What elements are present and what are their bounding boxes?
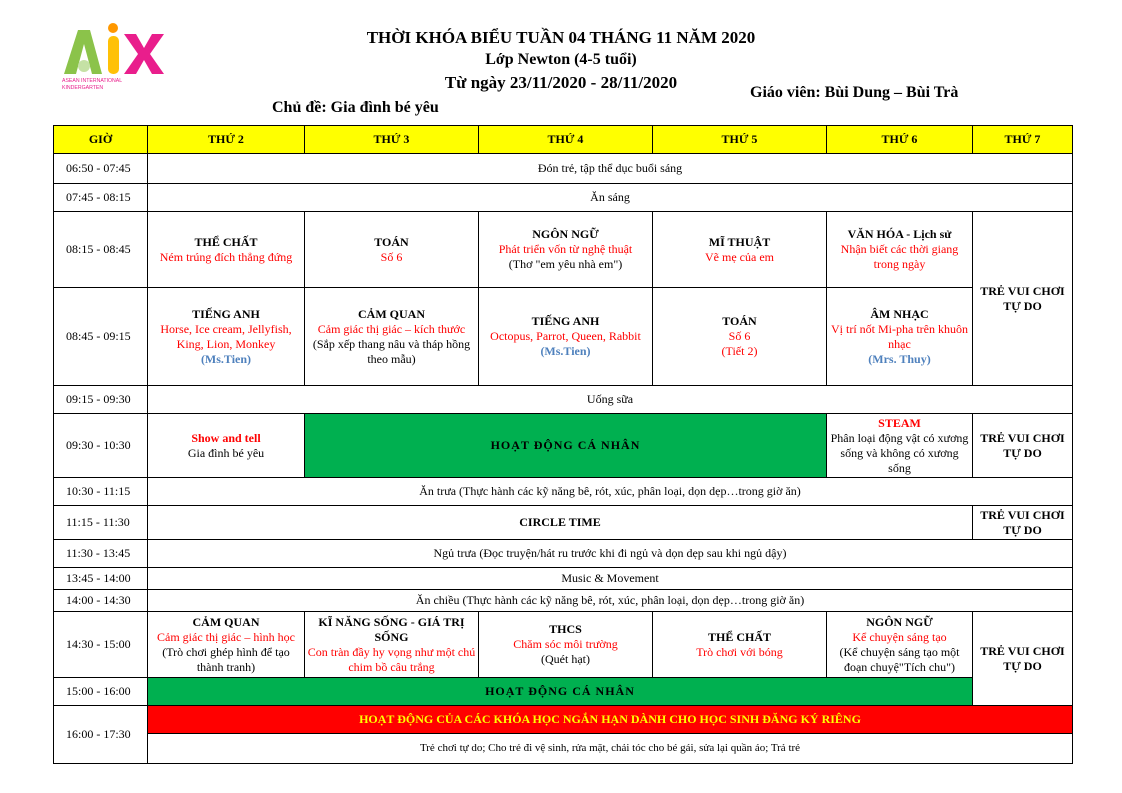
lesson-title: KĨ NĂNG SỐNG - GIÁ TRỊ SỐNG bbox=[318, 614, 465, 644]
activity-cell: Uống sữa bbox=[148, 386, 1073, 414]
lesson-cell bbox=[305, 212, 479, 288]
header-row bbox=[54, 126, 1073, 154]
col-time: GIỜ bbox=[54, 126, 148, 154]
col-tue: THỨ 3 bbox=[305, 126, 479, 154]
table-row bbox=[54, 212, 1073, 288]
lesson-title: TIẾNG ANH bbox=[192, 306, 260, 321]
table-row bbox=[54, 386, 1073, 414]
lesson-cell bbox=[827, 288, 973, 386]
lesson-detail: Cảm giác thị giác – hình học bbox=[157, 629, 295, 644]
time-cell: 09:15 - 09:30 bbox=[54, 386, 148, 414]
date-range: Từ ngày 23/11/2020 - 28/11/2020 bbox=[444, 73, 678, 92]
lesson-detail: Phát triển vốn từ nghệ thuật bbox=[498, 242, 633, 256]
time-cell: 10:30 - 11:15 bbox=[54, 478, 148, 506]
lesson-cell bbox=[827, 212, 973, 288]
schedule-title: THỜI KHÓA BIỂU TUẦN 04 THÁNG 11 NĂM 2020 bbox=[366, 28, 756, 47]
activity-cell: Music & Movement bbox=[148, 568, 1073, 590]
lesson-note: (Trò chơi ghép hình để tạo thành tranh) bbox=[162, 644, 290, 674]
table-row bbox=[54, 506, 1073, 540]
lesson-note: (Sắp xếp thang nâu và tháp hồng theo mẫu) bbox=[312, 336, 471, 366]
lesson-note: (Thơ "em yêu nhà em") bbox=[508, 257, 623, 271]
col-fri: THỨ 6 bbox=[827, 126, 973, 154]
activity-cell: Đón trẻ, tập thể dục buổi sáng bbox=[148, 154, 1073, 184]
lesson-title: VĂN HÓA - Lịch sử bbox=[847, 227, 952, 241]
activity-cell: Ăn chiều (Thực hành các kỹ năng bê, rót, xúc, phân loại, dọn dẹp…trong giờ ăn) bbox=[148, 590, 1073, 612]
short-course-cell: HOẠT ĐỘNG CỦA CÁC KHÓA HỌC NGẮN HẠN DÀNH CHO HỌC SINH ĐĂNG KÝ RIÊNG bbox=[148, 706, 1073, 734]
activity-cell: Ngủ trưa (Đọc truyện/hát ru trước khi đi ngủ và dọn dẹp sau khi ngủ dậy) bbox=[148, 540, 1073, 568]
logo-text-line2: KINDERGARTEN bbox=[62, 85, 104, 91]
lesson-detail: Octopus, Parrot, Queen, Rabbit bbox=[490, 329, 641, 343]
lesson-detail: Nhận biết các thời giang trong ngày bbox=[840, 242, 959, 271]
lesson-detail: Số 6 bbox=[728, 329, 751, 343]
lesson-detail: Vẽ mẹ của em bbox=[705, 249, 774, 264]
class-name: Lớp Newton (4-5 tuổi) bbox=[485, 51, 637, 68]
time-cell: 16:00 - 17:30 bbox=[54, 706, 148, 764]
free-play-cell: TRẺ VUI CHƠI TỰ DO bbox=[973, 414, 1073, 478]
table-row bbox=[54, 678, 1073, 706]
lesson-cell bbox=[827, 414, 973, 478]
lesson-title: NGÔN NGỮ bbox=[866, 614, 933, 629]
lesson-note: (Tiết 2) bbox=[721, 344, 758, 358]
lesson-detail: Con tràn đầy hy vọng như một chú chim bồ câu trắng bbox=[307, 644, 476, 674]
table-row bbox=[54, 414, 1073, 478]
lesson-detail: Kể chuyện sáng tạo bbox=[852, 629, 947, 644]
free-play-cell: TRẺ VUI CHƠI TỰ DO bbox=[973, 506, 1073, 540]
individual-activity-cell: HOẠT ĐỘNG CÁ NHÂN bbox=[148, 678, 973, 706]
lesson-detail: Gia đình bé yêu bbox=[187, 445, 265, 460]
lesson-detail: Horse, Ice cream, Jellyfish, King, Lion, Monkey bbox=[160, 321, 292, 351]
lesson-title: MĨ THUẬT bbox=[708, 234, 771, 249]
time-cell: 08:45 - 09:15 bbox=[54, 288, 148, 386]
table-row bbox=[54, 590, 1073, 612]
lesson-cell bbox=[653, 612, 827, 678]
lesson-detail: Ném trúng đích thẳng đứng bbox=[159, 249, 293, 264]
teacher-note: (Mrs. Thuy) bbox=[868, 351, 931, 366]
teacher-note: (Ms.Tien) bbox=[200, 351, 252, 366]
col-sat: THỨ 7 bbox=[973, 126, 1073, 154]
lesson-cell bbox=[479, 612, 653, 678]
time-cell: 07:45 - 08:15 bbox=[54, 184, 148, 212]
teacher-note: (Ms.Tien) bbox=[540, 344, 591, 358]
lesson-note: (Kể chuyện sáng tạo một đoạn chuyệ"Tích chu") bbox=[839, 644, 960, 674]
lesson-detail: Số 6 bbox=[380, 249, 403, 264]
table-row bbox=[54, 734, 1073, 764]
time-cell: 14:00 - 14:30 bbox=[54, 590, 148, 612]
lesson-title: CẢM QUAN bbox=[192, 614, 260, 629]
table-row bbox=[54, 288, 1073, 386]
time-cell: 11:15 - 11:30 bbox=[54, 506, 148, 540]
table-row bbox=[54, 184, 1073, 212]
col-mon: THỨ 2 bbox=[148, 126, 305, 154]
lesson-cell bbox=[305, 288, 479, 386]
table-row bbox=[54, 612, 1073, 678]
lesson-title: THỂ CHẤT bbox=[707, 629, 771, 644]
activity-cell: Trẻ chơi tự do; Cho trẻ đi vệ sinh, rửa mặt, chải tóc cho bé gái, sửa lại quần áo; Trả trẻ bbox=[148, 734, 1073, 764]
free-play-cell: TRẺ VUI CHƠI TỰ DO bbox=[973, 612, 1073, 706]
lesson-title: CẢM QUAN bbox=[358, 306, 425, 321]
lesson-detail: Cảm giác thị giác – kích thước bbox=[317, 321, 466, 336]
table-row bbox=[54, 478, 1073, 506]
teacher-names: Giáo viên: Bùi Dung – Bùi Trà bbox=[750, 84, 959, 101]
lesson-detail: Vị trí nốt Mi-pha trên khuôn nhạc bbox=[831, 321, 968, 351]
lesson-cell bbox=[148, 288, 305, 386]
col-wed: THỨ 4 bbox=[479, 126, 653, 154]
lesson-title: TIẾNG ANH bbox=[531, 314, 600, 328]
circle-time-cell: CIRCLE TIME bbox=[148, 506, 973, 540]
lesson-title: Show and tell bbox=[191, 430, 261, 445]
col-thu: THỨ 5 bbox=[653, 126, 827, 154]
timetable bbox=[53, 125, 1073, 764]
time-cell: 14:30 - 15:00 bbox=[54, 612, 148, 678]
time-cell: 13:45 - 14:00 bbox=[54, 568, 148, 590]
lesson-title: NGÔN NGỮ bbox=[532, 227, 599, 241]
lesson-detail: Trò chơi với bóng bbox=[696, 644, 783, 659]
lesson-title: STEAM bbox=[878, 415, 921, 430]
lesson-detail: Phân loại động vật có xương sống và không có xương sống bbox=[830, 430, 969, 475]
table-row bbox=[54, 540, 1073, 568]
table-row bbox=[54, 154, 1073, 184]
lesson-title: THỂ CHẤT bbox=[194, 234, 258, 249]
lesson-cell bbox=[305, 612, 479, 678]
lesson-note: (Quét hạt) bbox=[541, 652, 590, 666]
table-row bbox=[54, 706, 1073, 734]
lesson-cell bbox=[479, 212, 653, 288]
individual-activity-cell: HOẠT ĐỘNG CÁ NHÂN bbox=[305, 414, 827, 478]
logo-text-line1: ASEAN INTERNATIONAL bbox=[62, 78, 123, 84]
lesson-cell bbox=[827, 612, 973, 678]
time-cell: 06:50 - 07:45 bbox=[54, 154, 148, 184]
activity-cell: Ăn sáng bbox=[148, 184, 1073, 212]
lesson-detail: Chăm sóc môi trường bbox=[513, 637, 618, 651]
lesson-cell bbox=[653, 212, 827, 288]
lesson-cell bbox=[148, 612, 305, 678]
lesson-title: THCS bbox=[549, 622, 582, 636]
lesson-cell bbox=[653, 288, 827, 386]
lesson-title: ÂM NHẠC bbox=[870, 306, 929, 321]
time-cell: 08:15 - 08:45 bbox=[54, 212, 148, 288]
free-play-cell: TRẺ VUI CHƠI TỰ DO bbox=[973, 212, 1073, 386]
time-cell: 09:30 - 10:30 bbox=[54, 414, 148, 478]
time-cell: 15:00 - 16:00 bbox=[54, 678, 148, 706]
lesson-title: TOÁN bbox=[374, 234, 409, 249]
lesson-cell bbox=[479, 288, 653, 386]
topic: Chủ đề: Gia đình bé yêu bbox=[272, 99, 439, 116]
lesson-cell bbox=[148, 212, 305, 288]
lesson-title: TOÁN bbox=[722, 314, 757, 328]
lesson-cell bbox=[148, 414, 305, 478]
time-cell: 11:30 - 13:45 bbox=[54, 540, 148, 568]
activity-cell: Ăn trưa (Thực hành các kỹ năng bê, rót, xúc, phân loại, dọn dẹp…trong giờ ăn) bbox=[148, 478, 1073, 506]
table-row bbox=[54, 568, 1073, 590]
